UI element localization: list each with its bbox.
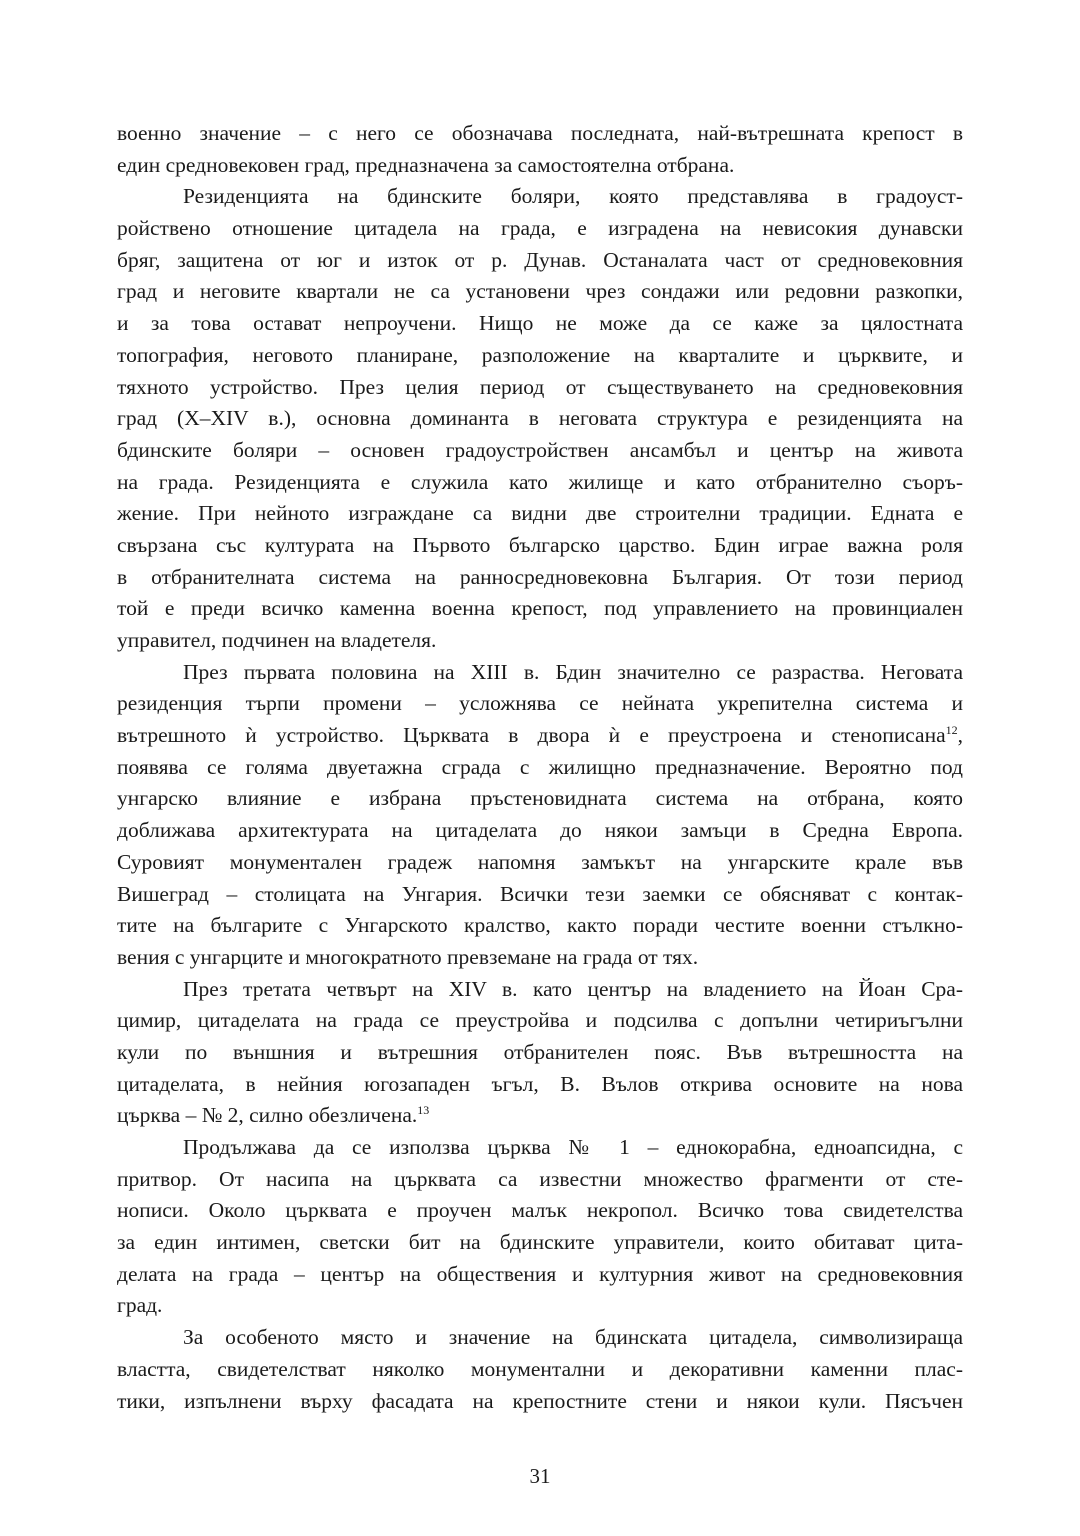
text-line: вения с унгарците и многократното превземане на града от тях. [117, 944, 699, 969]
text-line: нописи. Около църквата е проучен малък некропол. Всичко това свидетелства [117, 1198, 963, 1223]
footnote-ref-13[interactable]: 13 [417, 1103, 430, 1118]
text-line: военно значение – с него се обозначава последната, най-вътрешната крепост в [117, 121, 963, 145]
text-line: в отбранителната система на ранносредновековна България. От този период [117, 564, 963, 589]
text-line: тяхното устройство. През целия период от съществуването на средновековния [117, 374, 963, 399]
text-line: Суровият монументален градеж напомня замъкът на унгарските крале във [117, 849, 963, 874]
text-line: ройствено отношение цитадела на града, е изградена на невисокия дунавски [117, 216, 963, 241]
text-line: властта, свидетелстват няколко монументални и декоративни каменни плас- [117, 1356, 963, 1381]
text-line: цимир, цитаделата на града се преустройва и подсилва с допълни четириъгълни [117, 1008, 963, 1033]
text-line: резиденция търпи промени – усложнява се нейната укрепителна система и [117, 691, 963, 716]
text-line: и за това остават непроучени. Нищо не може да се каже за цялостната [117, 311, 963, 336]
paragraph-2 [117, 181, 963, 656]
text-line: свързана със културата на Първото българско царство. Бдин играе важна роля [117, 532, 963, 557]
paragraph-4 [117, 974, 963, 1132]
text-line: Вишеград – столицата на Унгария. Всички тези заемки се обясняват с контак- [117, 881, 963, 906]
text-line: град и неговите квартали не са установени чрез сондажи или редовни разкопки, [117, 279, 963, 304]
text-line-content: църква – № 2, силно обезличена. [117, 1103, 418, 1128]
footnote-ref-12[interactable]: 12 [945, 723, 958, 738]
text-line: появява се голяма двуетажна сграда с жилищно предназначение. Вероятно под [117, 754, 963, 779]
footnote-punctuation: , [957, 723, 963, 748]
text-line: унгарско влияние е избрана пръстеновидната система на отбрана, която [117, 786, 963, 811]
text-line-with-footnote [117, 720, 963, 752]
paragraph-3 [117, 657, 963, 974]
text-line: делата на града – център на обществения и културния живот на средновековния [117, 1261, 963, 1286]
text-line: През първата половина на XIII в. Бдин значително се разраства. Неговата [183, 659, 963, 684]
text-line: цитаделата, в нейния югозападен ъгъл, В. Вълов открива основите на нова [117, 1071, 963, 1096]
text-line: кули по външния и вътрешния отбранителен пояс. Във вътрешността на [117, 1039, 963, 1064]
text-line: бдинските боляри – основен градоустройствен ансамбъл и център на живота [117, 437, 963, 462]
text-line: за един интимен, светски бит на бдинските управители, които обитават цита- [117, 1230, 963, 1255]
text-line: тите на българите с Унгарското кралство, както поради честите военни стълкно- [117, 913, 963, 938]
page-number: 31 [529, 1464, 551, 1488]
text-line: град (X–XIV в.), основна доминанта в неговата структура е резиденцията на [117, 406, 963, 431]
text-line: жение. При нейното изграждане са видни две строителни традиции. Едната е [117, 501, 963, 526]
text-line: доближава архитектурата на цитаделата до някои замъци в Средна Европа. [117, 818, 963, 843]
text-line: За особеното място и значение на бдинската цитадела, символизираща [183, 1325, 963, 1350]
text-line: град. [117, 1293, 163, 1318]
text-line: През третата четвърт на XIV в. като център на владението на Йоан Сра- [183, 976, 963, 1001]
text-line: на града. Резиденцията е служила като жилище и като отбранително съоръ- [117, 469, 963, 494]
document-body [117, 118, 963, 1417]
text-line: тики, изпълнени върху фасадата на крепостните стени и някои кули. Пясъчен [117, 1388, 963, 1413]
text-line-with-footnote [117, 1100, 963, 1132]
text-line: управител, подчинен на владетеля. [117, 628, 437, 652]
paragraph-1 [117, 118, 963, 181]
text-line: притвор. От насипа на църквата са известни множество фрагменти от сте- [117, 1166, 963, 1191]
text-line: един средновековен град, предназначена за самостоятелна отбрана. [117, 152, 735, 177]
text-line-content: вътрешното ѝ устройство. Църквата в двора ѝ е преустроена и стенописана [117, 723, 946, 748]
text-line: бряг, защитена от юг и изток от р. Дунав. Останалата част от средновековния [117, 247, 963, 272]
text-line: Продължава да се използва църква № 1 – еднокорабна, едноапсидна, с [183, 1135, 963, 1159]
paragraph-6 [117, 1322, 963, 1417]
text-line: топография, неговото планиране, разположение на кварталите и църквите, и [117, 342, 963, 367]
text-line: Резиденцията на бдинските боляри, която представлява в градоуст- [183, 184, 963, 209]
text-line: той е преди всичко каменна военна крепост, под управлението на провинциален [117, 596, 963, 621]
paragraph-5 [117, 1132, 963, 1322]
